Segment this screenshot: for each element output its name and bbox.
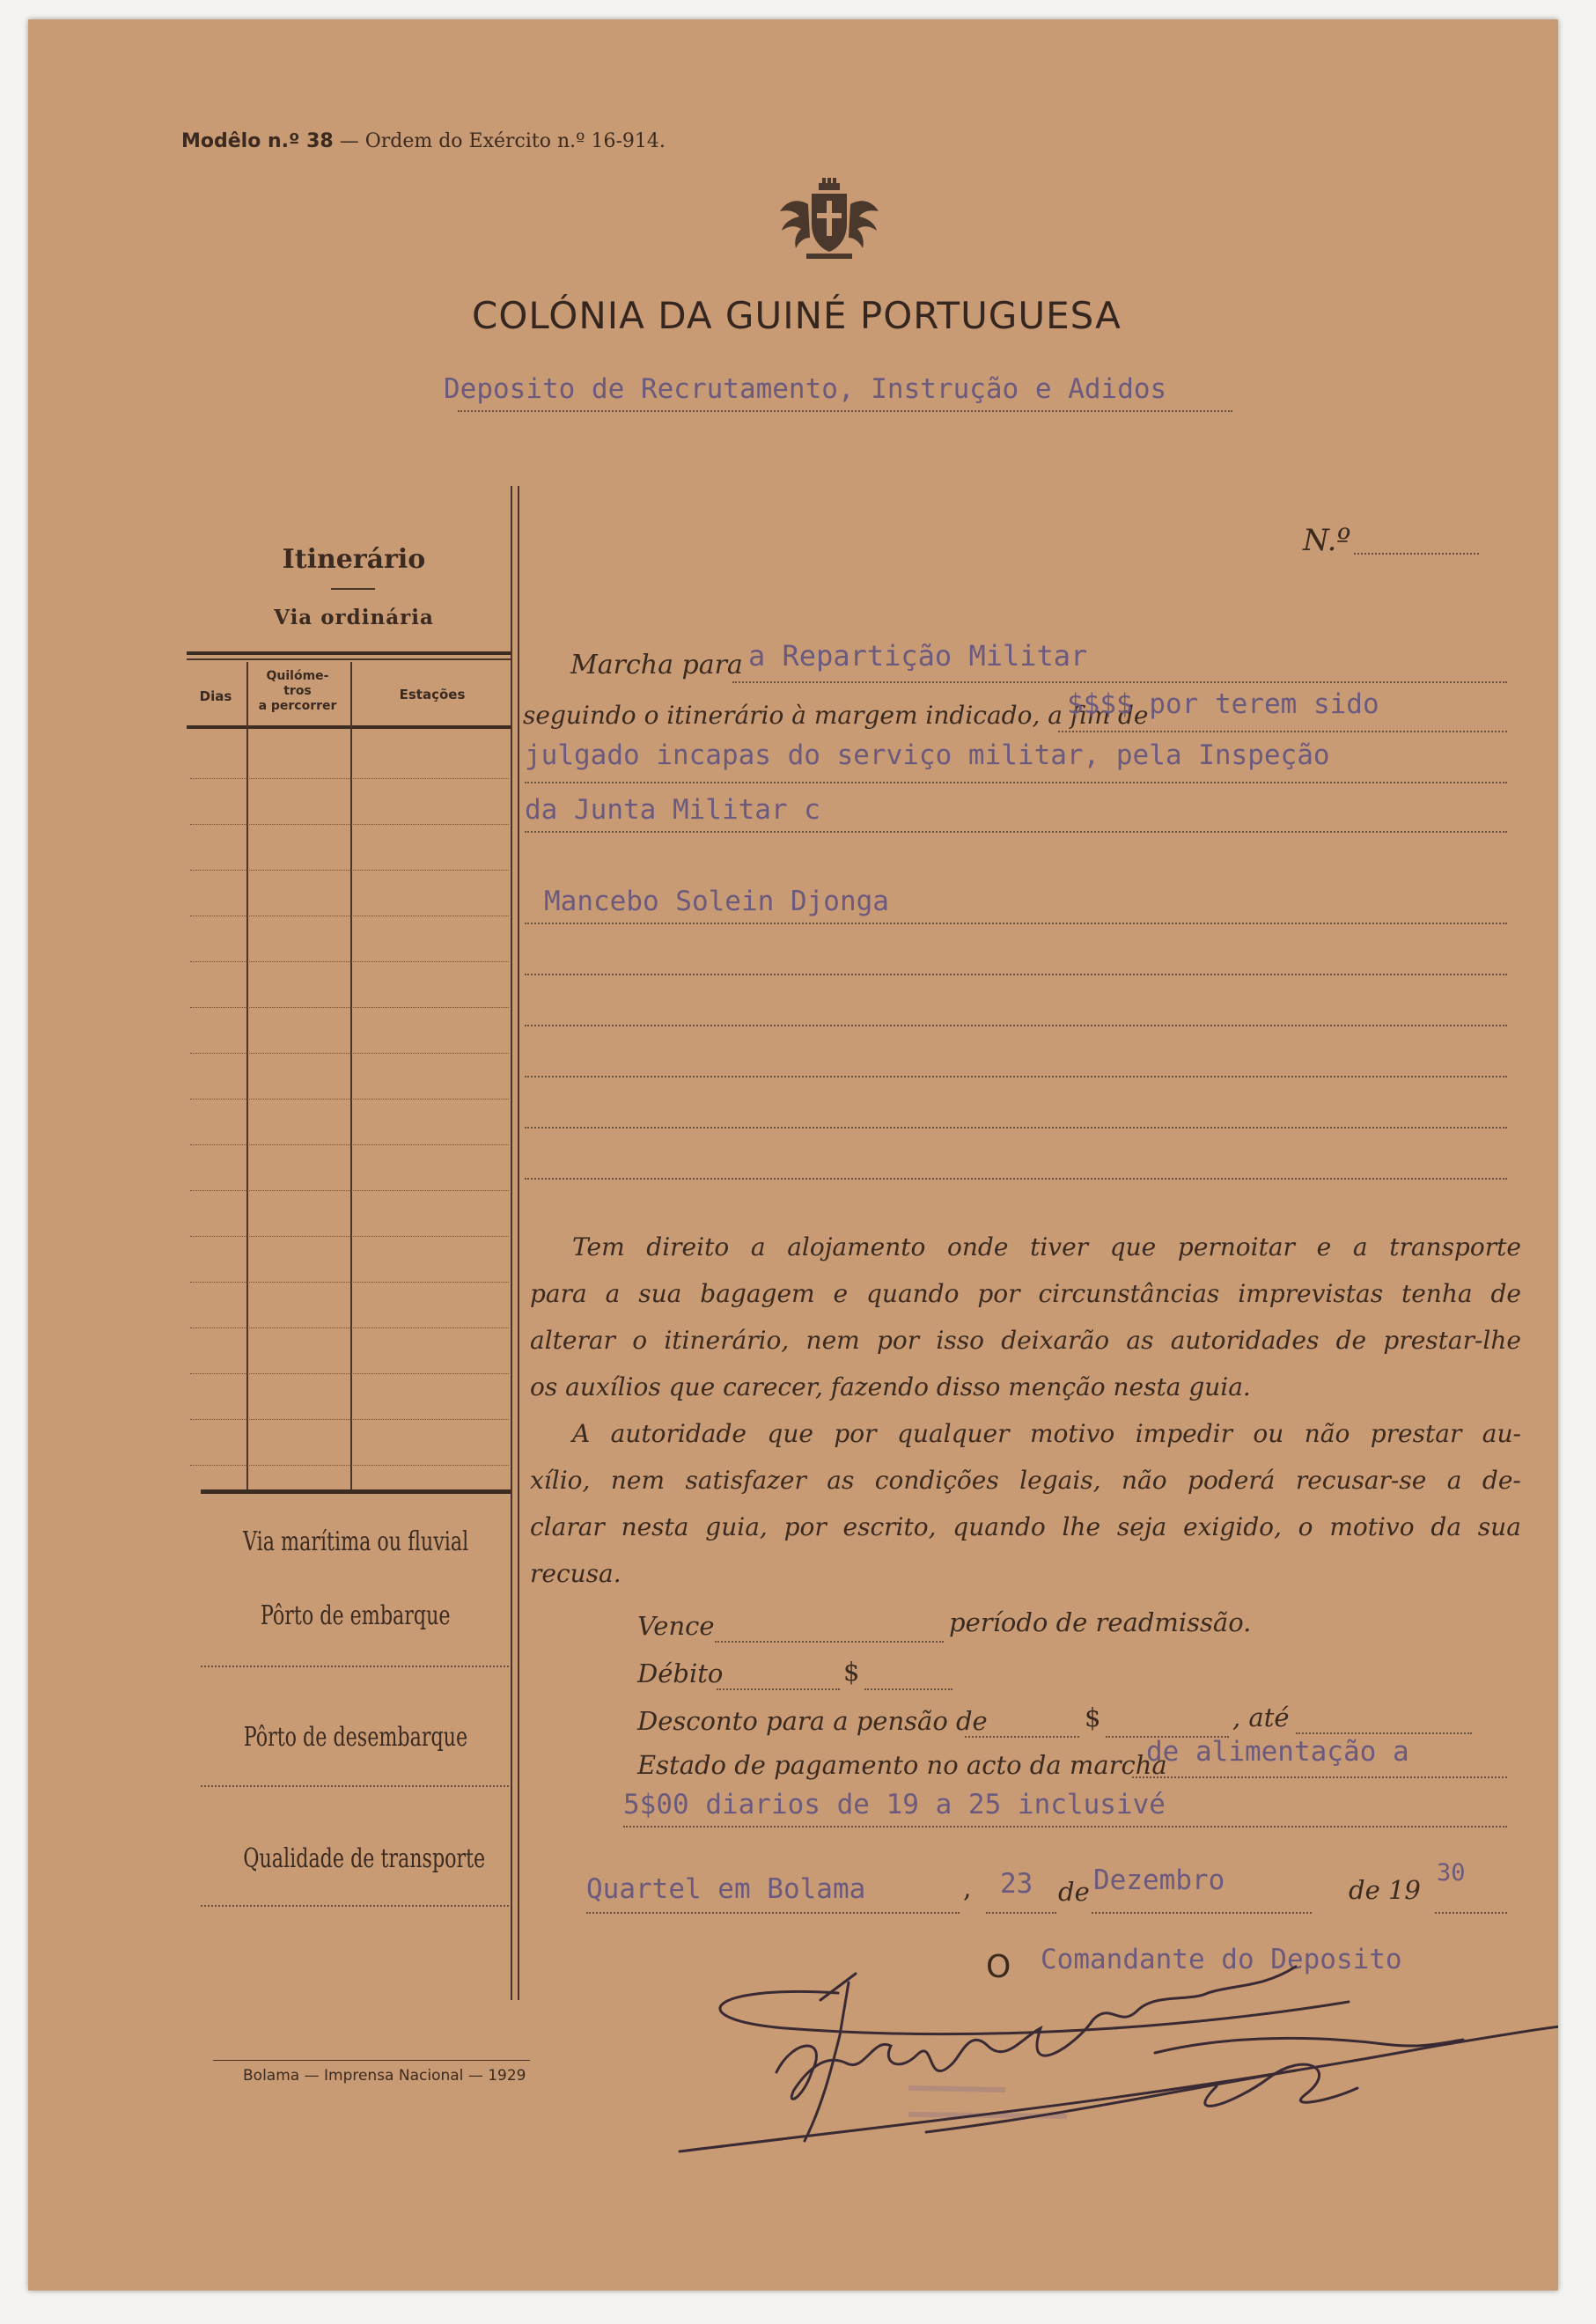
itinerary-right-border	[511, 486, 512, 2000]
imprint-rule	[213, 2060, 530, 2061]
month-field	[1092, 1912, 1312, 1914]
purpose-field-3	[525, 831, 1507, 833]
authority-line-2: xílio, nem satisfazer as condições legais, não poderá recusar-se a de-	[530, 1466, 1521, 1495]
number-field	[1354, 553, 1479, 555]
rights-paragraph	[530, 1224, 1521, 1410]
estado-field-1	[1132, 1776, 1507, 1778]
km-header-line-2: tros	[283, 684, 312, 698]
vence-field	[715, 1641, 944, 1643]
km-header-line-3: a percorrer	[258, 699, 337, 713]
colony-title: COLÓNIA DA GUINÉ PORTUGUESA	[472, 294, 1122, 337]
ate-label: , até	[1232, 1703, 1290, 1732]
year-value: 30	[1437, 1859, 1466, 1886]
purpose-line-2: julgado incapas do serviço militar, pela Inspeção	[525, 739, 1330, 771]
day-field	[986, 1912, 1056, 1914]
person-field	[525, 923, 1507, 924]
qualidade-transporte-label: Qualidade de transporte	[243, 1843, 486, 1874]
de-label-2: de 19	[1349, 1875, 1421, 1905]
marcha-label: Marcha para	[570, 650, 743, 680]
itinerary-table-top-rule-2	[187, 658, 511, 660]
via-maritima-label: Via marítima ou fluvial	[242, 1526, 469, 1557]
authority-paragraph	[530, 1410, 1521, 1597]
desconto-label: Desconto para a pensão de	[637, 1706, 988, 1736]
de-label-1: de	[1058, 1877, 1090, 1907]
form-model-line	[181, 130, 666, 152]
destination-value: a Repartição Militar	[748, 639, 1088, 673]
unit-name: Deposito de Recrutamento, Instrução e Adidos	[444, 373, 1167, 405]
porto-embarque-field	[201, 1666, 509, 1667]
vence-suffix: período de readmissão.	[949, 1607, 1252, 1637]
purpose-line-3: da Junta Militar c	[525, 794, 820, 826]
itinerary-header-rule	[187, 725, 511, 729]
destination-line	[732, 681, 1507, 683]
debito-currency: $	[843, 1657, 860, 1687]
itinerary-title: Itinerário	[282, 544, 426, 575]
rights-line-3: alterar o itinerário, nem por isso deixarão as autoridades de prestar-lhe	[530, 1326, 1521, 1355]
rights-line-1: Tem direito a alojamento onde tiver que pernoitar e a transporte	[572, 1232, 1521, 1261]
debito-field	[717, 1688, 840, 1690]
desconto-currency: $	[1085, 1703, 1101, 1732]
signer-title: Comandante do Deposito	[1041, 1944, 1402, 1975]
estado-field-2	[623, 1826, 1507, 1828]
estado-value-1: de alimentação a	[1146, 1736, 1409, 1768]
place-value: Quartel em Bolama	[586, 1873, 866, 1905]
day-value: 23	[1000, 1868, 1033, 1900]
form-model-number: Modêlo n.º 38	[181, 130, 334, 152]
column-header-km	[248, 669, 347, 714]
place-field	[586, 1912, 960, 1914]
handwritten-signature-icon	[662, 1921, 1558, 2185]
column-header-stations: Estações	[399, 687, 466, 702]
purpose-line-1: $$$$ por terem sido	[1067, 688, 1379, 720]
seguindo-label: seguindo o itinerário à margem indicado, a fim de	[523, 701, 1149, 730]
desconto-field	[965, 1736, 1079, 1738]
unit-name-underline	[458, 410, 1232, 412]
itinerary-bottom-rule	[201, 1489, 511, 1494]
itinerary-right-border-2	[518, 486, 519, 2000]
month-value: Dezembro	[1093, 1864, 1225, 1896]
person-name: Mancebo Solein Djonga	[544, 886, 889, 917]
km-header-line-1: Quilóme-	[266, 669, 329, 683]
stations-column-divider	[350, 662, 352, 1489]
rights-line-4: os auxílios que carecer, fazendo disso menção nesta guia.	[530, 1372, 1251, 1401]
itinerary-table-top-rule	[187, 651, 511, 655]
form-model-order: — Ordem do Exército n.º 16-914.	[339, 130, 666, 152]
place-comma: ,	[963, 1873, 972, 1904]
authority-line-3: clarar nesta guia, por escrito, quando lhe seja exigido, o motivo da sua	[530, 1512, 1521, 1541]
printer-imprint: Bolama — Imprensa Nacional — 1929	[243, 2067, 526, 2085]
porto-embarque-label: Pôrto de embarque	[261, 1600, 451, 1631]
vence-label: Vence	[637, 1611, 715, 1641]
o-label: O	[986, 1949, 1011, 1985]
qualidade-transporte-field	[201, 1905, 509, 1907]
porto-desembarque-field	[201, 1785, 509, 1787]
itinerary-title-rule	[331, 588, 375, 590]
authority-line-1: A autoridade que por qualquer motivo impedir ou não prestar au-	[572, 1419, 1521, 1448]
estado-value-2: 5$00 diarios de 19 a 25 inclusivé	[623, 1789, 1166, 1820]
purpose-field-2	[525, 782, 1507, 783]
year-field	[1435, 1912, 1507, 1914]
purpose-field-1	[1058, 731, 1507, 732]
ate-field	[1296, 1732, 1472, 1734]
porto-desembarque-label: Pôrto de desembarque	[243, 1722, 468, 1753]
km-column-divider	[246, 662, 248, 1489]
coat-of-arms-icon	[776, 178, 882, 266]
estado-label: Estado de pagamento no acto da marcha	[637, 1750, 1167, 1780]
debito-label: Débito	[637, 1658, 724, 1688]
itinerary-subtitle: Via ordinária	[274, 606, 434, 629]
document-sheet	[28, 19, 1558, 2291]
debito-cents-field	[864, 1688, 952, 1690]
number-label: N.º	[1303, 523, 1351, 558]
authority-line-4: recusa.	[530, 1559, 621, 1588]
rights-line-2: para a sua bagagem e quando por circunstâncias imprevistas tenha de	[530, 1279, 1521, 1308]
column-header-days: Dias	[199, 688, 232, 704]
